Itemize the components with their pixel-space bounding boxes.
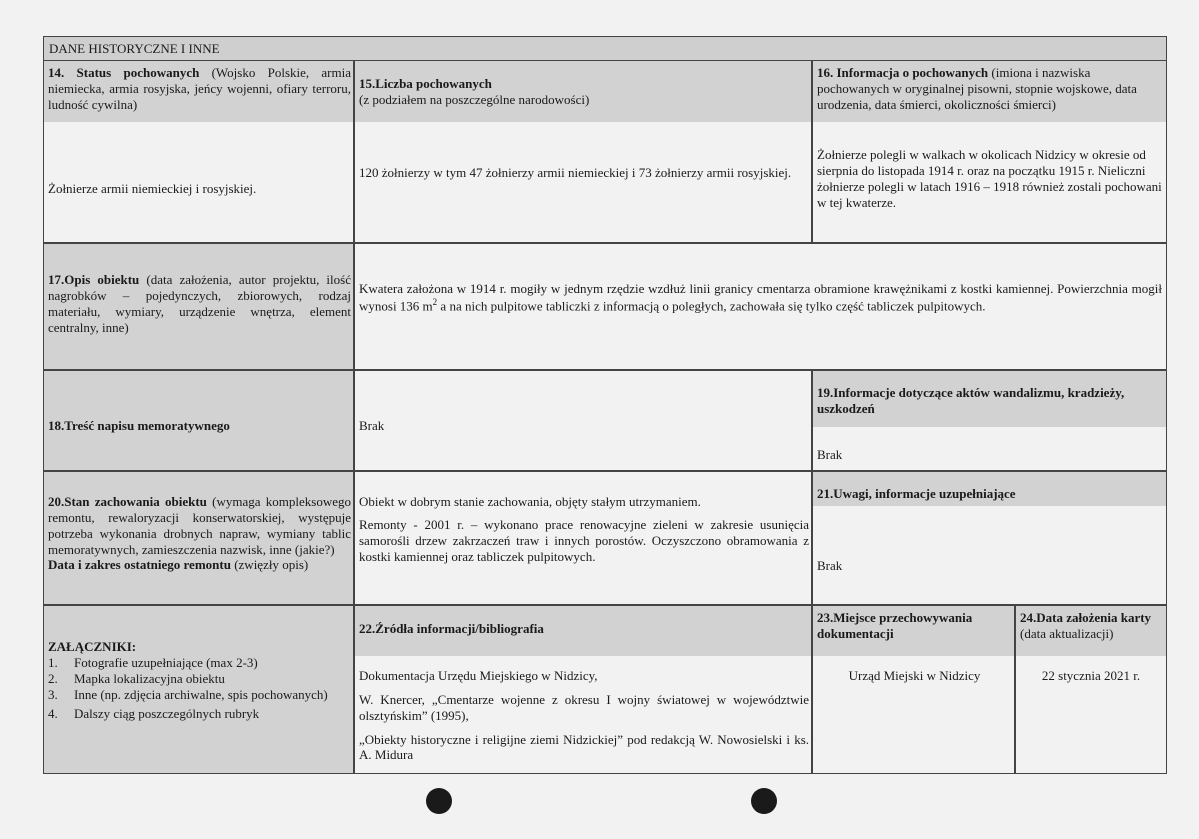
row-14-16 [44, 61, 1166, 244]
field-14 [44, 61, 355, 242]
field-20-label: 20.Stan zachowania obiektu (wymaga kompleksowego remontu, rewaloryzacji konserwatorskiej, występuje potrzeba wykonania drobnych napraw, wymiany tablic memoratywnych, zamieszczenia nazwisk, inne (jakie?) Data i zakres ostatniego remontu (zwięzły opis) [44, 472, 355, 604]
field-15-label: 15.Liczba pochowanych (z podziałem na poszczególne narodowości) [355, 61, 813, 122]
attachments [44, 606, 355, 773]
field-19-label: 19.Informacje dotyczące aktów wandalizmu, kradzieży, uszkodzeń [813, 371, 1166, 427]
field-15 [353, 61, 813, 242]
row-17 [44, 244, 1166, 371]
field-16-value: Żołnierze polegli w walkach w okolicach Nidzicy w okresie od sierpnia do listopada 1914 r. oraz na początku 1915 r. Nieliczni żołnierze polegli w latach 1916 – 1918 również zostali pochowani w tej kwaterze. [817, 147, 1162, 210]
row-20-21 [44, 472, 1166, 606]
field-24-label: 24.Data założenia karty (data aktualizacji) [1016, 606, 1166, 656]
field-19-value: Brak [817, 447, 843, 462]
field-18-label: 18.Treść napisu memoratywnego [44, 371, 355, 470]
field-21 [811, 472, 1166, 604]
field-24-value: 22 stycznia 2021 r. [1041, 668, 1141, 683]
punch-hole [751, 788, 777, 814]
field-22-value: Dokumentacja Urzędu Miejskiego w Nidzicy, W. Knercer, „Cmentarze wojenne z okresu I wojny światowej w województwie olsztyńskim” (1995), „Obiekty historyczne i religijne ziemi Nidzickiej” pod redakcją W. Nowosielski i ks. A. Midura [359, 668, 809, 763]
attachment-item: 1. Fotografie uzupełniające (max 2-3) [48, 654, 258, 670]
field-19 [811, 371, 1166, 470]
field-17-label: 17.Opis obiektu (data założenia, autor projektu, ilość nagrobków – pojedynczych, zbiorowych, rodzaj materiału, wymiary, urządzenie wnętrza, element centralny, inne) [44, 244, 355, 369]
field-15-value: 120 żołnierzy w tym 47 żołnierzy armii niemieckiej i 73 żołnierzy armii rosyjskiej. [359, 165, 792, 180]
row-22-24 [44, 606, 1166, 773]
attachment-item: 2. Mapka lokalizacyjna obiektu [48, 670, 225, 686]
field-23-value: Urząd Miejski w Nidzicy [848, 668, 981, 683]
field-20-value: Obiekt w dobrym stanie zachowania, objęty stałym utrzymaniem. Remonty - 2001 r. – wykonano prace renowacyjne zieleni w zakresie usunięcia samorośli drzew zakrzaczeń traw i innych porostów. Oczyszczono obramowania z kostki kamiennej oraz tabliczek pulpitowych. [353, 472, 813, 604]
field-23-label: 23.Miejsce przechowywania dokumentacji [813, 606, 1016, 656]
attachments-list [48, 655, 351, 722]
field-16 [811, 61, 1166, 242]
field-23 [811, 606, 1016, 773]
field-16-label: 16. Informacja o pochowanych (imiona i nazwiska pochowanych w oryginalnej pisowni, stopnie wojskowe, data urodzenia, data śmierci, okoliczności śmierci) [813, 61, 1166, 122]
field-22 [353, 606, 813, 773]
field-21-label: 21.Uwagi, informacje uzupełniające [813, 472, 1166, 506]
field-21-value: Brak [817, 558, 843, 573]
punch-hole [426, 788, 452, 814]
field-14-label: 14. Status pochowanych (Wojsko Polskie, armia niemiecka, armia rosyjska, jeńcy wojenni, ofiary terroru, ludność cywilna) [44, 61, 355, 122]
field-14-value: Żołnierze armii niemieckiej i rosyjskiej. [48, 181, 257, 196]
attachment-item: 3. Inne (np. zdjęcia archiwalne, spis pochowanych) [48, 686, 328, 702]
historical-data-form [43, 36, 1167, 774]
field-18-value: Brak [353, 371, 813, 470]
field-17-value: Kwatera założona w 1914 r. mogiły w jednym rzędzie wzdłuż linii granicy cmentarza obramione krawężnikami z kostki kamiennej. Powierzchnia mogił wynosi 136 $m^2$ a na nich pulpitowe tabliczki z informacją o poległych, zachowała się tylko część tabliczek pulpitowych. [353, 244, 1166, 369]
attachment-item: 4. Dalszy ciąg poszczególnych rubryk [48, 706, 260, 722]
field-22-label: 22.Źródła informacji/bibliografia [355, 606, 813, 656]
row-18-19 [44, 371, 1166, 472]
attachments-title: ZAŁĄCZNIKI: [48, 639, 137, 654]
field-24 [1014, 606, 1166, 773]
section-title: DANE HISTORYCZNE I INNE [44, 37, 1166, 61]
